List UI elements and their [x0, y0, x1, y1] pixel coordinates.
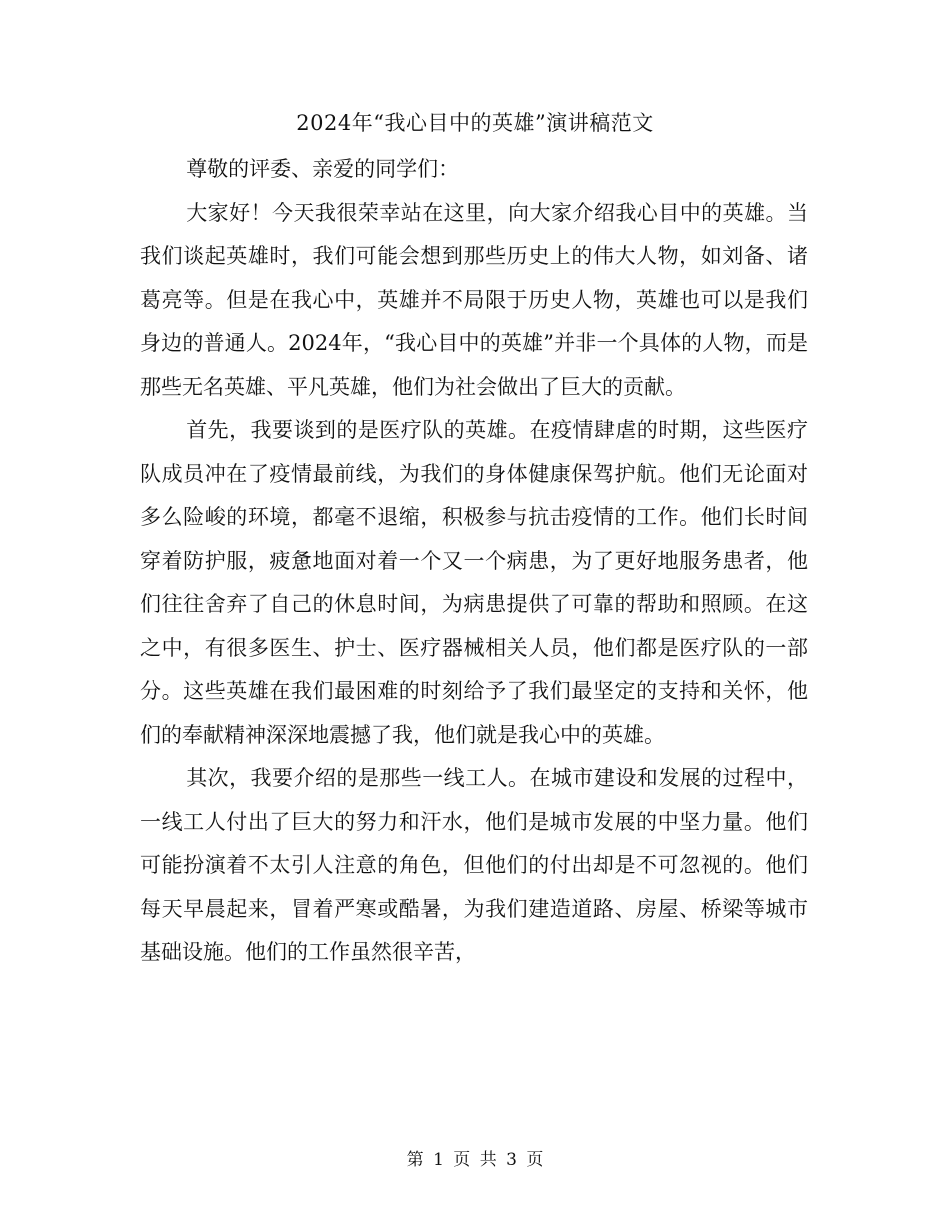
medical-team-paragraph: 首先，我要谈到的是医疗队的英雄。在疫情肆虐的时期，这些医疗队成员冲在了疫情最前线，为我们的身体健康保驾护航。他们无论面对多么险峻的环境，都毫不退缩，积极参与抗击疫情的工作。他们长时间穿着防护服，疲惫地面对着一个又一个病患，为了更好地服务患者，他们往往舍弃了自己的休息时间，为病患提供了可靠的帮助和照顾。在这之中，有很多医生、护士、医疗器械相关人员，他们都是医疗队的一部分。这些英雄在我们最困难的时刻给予了我们最坚定的支持和关怀，他们的奉献精神深深地震撼了我，他们就是我心中的英雄。 [140, 418, 808, 747]
document-body [140, 148, 808, 975]
document-title: 2024年“我心目中的英雄”演讲稿范文 [296, 111, 654, 135]
page-number-footer: 第 1 页 共 3 页 [406, 1150, 544, 1170]
salutation-paragraph: 尊敬的评委、亲爱的同学们： [186, 157, 460, 181]
intro-paragraph: 大家好！今天我很荣幸站在这里，向大家介绍我心目中的英雄。当我们谈起英雄时，我们可能会想到那些历史上的伟大人物，如刘备、诸葛亮等。但是在我心中，英雄并不局限于历史人物，英雄也可以是我们身边的普通人。2024年，“我心目中的英雄”并非一个具体的人物，而是那些无名英雄、平凡英雄，他们为社会做出了巨大的贡献。 [140, 200, 808, 399]
workers-paragraph: 其次，我要介绍的是那些一线工人。在城市建设和发展的过程中，一线工人付出了巨大的努力和汗水，他们是城市发展的中坚力量。他们可能扮演着不太引人注意的角色，但他们的付出却是不可忽视的。他们每天早晨起来，冒着严寒或酷暑，为我们建造道路、房屋、桥梁等城市基础设施。他们的工作虽然很辛苦， [140, 766, 808, 964]
